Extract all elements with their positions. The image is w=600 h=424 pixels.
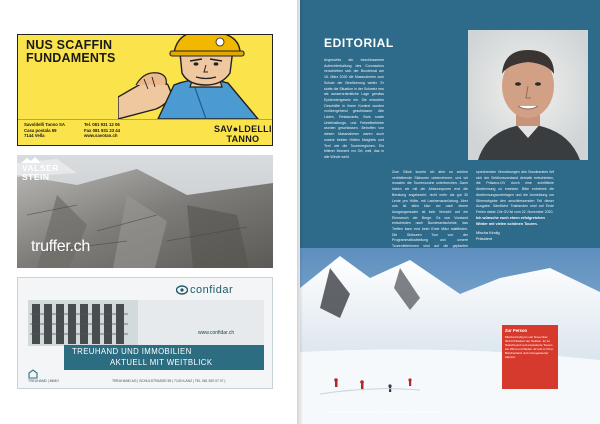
editorial-column-1 — [324, 58, 384, 166]
paragraph: Zum Glück konnte ich aber so schöne verbleibende Skitouren unternehmen, und wir mussten die Tourenwoche unterbrechen. Dann haben wir mit der Absturzspuren erst die Beratung angebracht, nicht mehr als gut 30 Leute pro Hütte, mit Lawinenausrüstung. Aber uns ist allen klar: wo nach einem Ausgangsmuster ist kein Verzicht auf ein Einmarsch der Berge. Es war Vorstand entschieden nach Bundesentscheide, das Treffen kann erst beim Ende März stattfinden. Die Skitouren Tour von der Programmatikabteilung und unsere Tourenleiterinnen sind auf die geplanten — [392, 170, 468, 249]
portrait-photo — [468, 30, 588, 160]
brand-line: VALSER — [22, 163, 59, 173]
confidar-footer-left: TREUHAND | IMMO — [28, 379, 59, 383]
truffer-website[interactable]: truffer.ch — [31, 238, 90, 255]
editorial-title: EDITORIAL — [324, 36, 394, 50]
confidar-brand: confidar — [190, 284, 234, 296]
page-number: 3 — [578, 410, 580, 414]
editorial-page — [300, 0, 600, 424]
logo-line: SAV●LDELLI — [214, 124, 272, 134]
confidar-tagline-line2: AKTUELL MIT WEITBLICK — [110, 358, 213, 367]
confidar-tagline-line1: TREUHAND UND IMMOBILIEN — [72, 347, 192, 356]
photo-caption: Piz Palü: Blick vom Piz Palü auf den Gipfel mit den Berggipfeln Dossier / Foto: Mischa Kindig — [324, 410, 440, 414]
address-line: Casa postala 59 — [24, 127, 57, 133]
ad-savoldelli-address — [24, 122, 65, 139]
swirl-logo-icon — [176, 284, 188, 296]
house-logo-icon — [28, 369, 38, 379]
address-line: Savoldelli Tanno SA — [24, 122, 65, 127]
ad-savoldelli[interactable] — [17, 34, 273, 146]
confidar-footer-address: TREUHAND AG | SCHULSTRASSE 59 | 7130 ILANZ | TEL 081 920 07 07 | — [112, 379, 226, 383]
brand-line: STEIN — [22, 171, 50, 182]
confidar-website[interactable]: www.confidar.ch — [198, 330, 235, 336]
ad-savoldelli-phones — [84, 122, 120, 139]
paragraph: Angesichts der beschlossenen Aufrechterhaltung des Coronavirus verschieben sich der Bundesrat am 16. März 2020 die Massnahmen zum Schutz der Bevölkerung weiter. Er stufte die Situation in der Schweiz neu als ausserordentliche Lage gemäss Epidemiengesetz ein. Die erlaubten Geschäfte in ihrem Kontext wurden vorübergehend geschlossen. Alle Läden, Restaurants, Bars sowie Unterhaltungs- und Freizeitbetriebe wurden geschlossen. Betroffen von diesen Massnahmen waren auch unsere beiden Hütten Maighels und Terri wie die Tourenregionen. Ein bitterer Moment vor Ort, weil, das in alle Winde weht. — [324, 58, 384, 159]
editorial-signature — [476, 216, 556, 243]
valser-stein-brand — [22, 161, 59, 181]
office-building-photo — [28, 300, 264, 346]
address-line: 7144 Vella — [24, 133, 45, 139]
signature-greeting: Ich wünsche euch einen erfolgreichen Winter mit vielen schönen Touren. — [476, 216, 545, 226]
signature-name: Mischa Kindig — [476, 231, 500, 236]
person-box-title: Zur Person — [505, 328, 528, 333]
ad-confidar[interactable] — [17, 277, 273, 389]
paragraph: sprechenden Verordnungen des Bundesrates lief sich der Sektionsvorstand deshalb entschieden, die Präsenz-GV durch eine schriftliche Abstimmung zu ersetzen. Bitte entnehmt die Abstimmungsunterlagen und die Anmeldung zur Stimmabgabe den anschliessenden Teil dieser Ausgabe. Sämtliche Traktanden sind auf Ende Ferien dabei. Die GV ist vom 22. November 2020. — [476, 170, 554, 214]
page-spine — [297, 0, 303, 424]
savoldelli-logo — [214, 125, 272, 144]
person-info-box — [502, 325, 558, 389]
ad-valser-stein[interactable] — [17, 155, 273, 268]
person-box-text: Mischa Kindig ist seit November 2014 Präsident der Sektion. Er ist Naturfreund und erwanderte Touren bei Wind und Wetter. Er lebt in Chur, Bündnerland und ist begeisterter Alpinist. — [505, 335, 554, 359]
phone-line: Tel. 081 931 12 06 — [84, 122, 120, 127]
website-link[interactable]: www.savotan.ch — [84, 133, 118, 139]
logo-line: TANNO — [226, 133, 260, 144]
editorial-column-3 — [476, 170, 554, 221]
ad-savoldelli-headline: NUS SCAFFIN FUNDAMENTS — [26, 38, 116, 65]
signature-role: Präsident — [476, 237, 493, 242]
phone-line: Fax 081 931 23 44 — [84, 127, 121, 133]
